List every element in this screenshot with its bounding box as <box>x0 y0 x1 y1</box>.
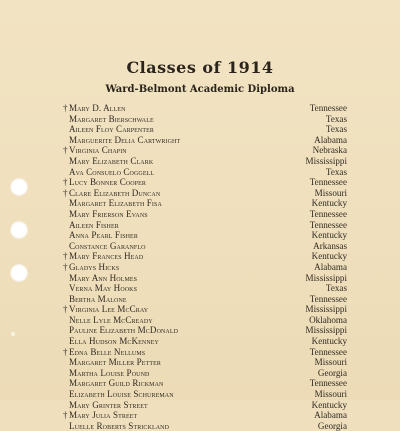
graduate-state: Kentucky <box>311 230 347 241</box>
graduate-state: Tennessee <box>309 346 347 357</box>
graduate-name: Elizabeth Louise Schureman <box>69 389 174 400</box>
paper-blemish <box>11 332 15 336</box>
graduate-name: Virginia Chapin <box>69 145 127 156</box>
graduate-row <box>63 304 347 315</box>
graduate-row <box>66 135 347 146</box>
graduate-name: Martha Louise Pound <box>69 367 150 378</box>
graduate-name: Aileen Floy Carpenter <box>69 124 154 135</box>
page-title: Classes of 1914 <box>126 58 274 77</box>
graduate-name: Ella Hudson McKenney <box>69 336 159 347</box>
dagger-mark: † <box>63 261 68 272</box>
graduate-state: Missouri <box>314 357 347 368</box>
punch-hole <box>10 178 28 196</box>
graduate-name: Bertha Malone <box>69 293 127 304</box>
page-subtitle: Ward-Belmont Academic Diploma <box>105 84 295 95</box>
graduate-state: Texas <box>325 113 347 124</box>
graduate-state: Missouri <box>314 187 347 198</box>
graduate-name: Mary Ann Holmes <box>69 272 138 283</box>
graduate-state: Mississippi <box>305 304 347 315</box>
graduate-state: Tennessee <box>309 219 347 230</box>
dagger-mark: † <box>63 177 68 188</box>
graduate-state: Tennessee <box>309 293 347 304</box>
graduate-name: Marguerite Delia Cartwright <box>69 134 181 145</box>
graduate-state: Tennessee <box>309 177 347 188</box>
graduate-row <box>66 368 347 379</box>
graduate-state: Alabama <box>314 134 347 145</box>
graduate-name: Mary Grinter Street <box>69 399 148 410</box>
graduate-state: Tennessee <box>309 103 347 113</box>
graduate-state: Texas <box>325 124 347 135</box>
dagger-mark: † <box>63 187 68 198</box>
graduate-row <box>66 294 347 305</box>
dagger-mark: † <box>63 145 68 156</box>
graduate-name: Mary Elizabeth Clark <box>69 155 154 166</box>
graduate-row <box>66 378 347 389</box>
dagger-mark: † <box>63 410 68 421</box>
punch-hole <box>10 221 28 239</box>
graduate-name: Luelle Roberts Strickland <box>69 420 170 431</box>
graduate-name: Clare Elizabeth Duncan <box>69 187 161 198</box>
graduate-row <box>66 325 347 336</box>
graduate-name: Margaret Miller Petter <box>69 357 161 368</box>
graduate-row <box>63 346 347 358</box>
dagger-mark: † <box>63 304 68 315</box>
graduate-state: Kentucky <box>311 251 347 262</box>
graduate-row <box>66 209 347 220</box>
graduate-name: Margaret Elizabeth Fisa <box>69 198 162 209</box>
graduate-name: Mary D. Allen <box>69 103 126 113</box>
graduate-state: Arkansas <box>313 240 347 251</box>
graduate-row <box>66 283 347 294</box>
graduate-row <box>66 230 347 241</box>
graduate-row <box>63 251 347 262</box>
graduate-name: Nelle Lyle McCready <box>69 314 153 325</box>
graduate-name: Anna Pearl Fisher <box>69 230 138 241</box>
graduate-name: Mary Frances Head <box>69 251 144 262</box>
graduate-state: Georgia <box>317 367 347 378</box>
graduate-row <box>66 389 347 400</box>
graduate-name: Mary Julia Street <box>69 410 138 421</box>
graduate-name: Constance Garanflo <box>69 240 146 251</box>
graduate-row <box>66 421 347 431</box>
graduate-row <box>66 124 347 135</box>
graduate-row <box>63 145 347 156</box>
graduate-row <box>63 177 347 188</box>
graduate-row <box>66 273 347 284</box>
graduate-name: Verna May Hooks <box>69 283 138 294</box>
graduate-state: Mississippi <box>305 272 347 283</box>
graduate-name: Virginia Lee McCray <box>69 304 149 315</box>
graduate-name: Mary Frierson Evans <box>69 208 148 219</box>
graduate-state: Alabama <box>314 261 347 272</box>
graduate-state: Tennessee <box>309 208 347 219</box>
graduate-row <box>66 400 347 411</box>
dagger-mark: † <box>63 346 68 357</box>
graduate-row <box>66 241 347 252</box>
graduate-name: Aileen Fisher <box>69 219 119 230</box>
graduate-row <box>66 167 347 178</box>
graduate-row <box>66 220 347 231</box>
graduate-row <box>66 336 347 347</box>
graduate-row <box>66 357 347 368</box>
graduate-state: Tennessee <box>309 378 347 389</box>
graduate-row <box>66 156 347 167</box>
graduate-state: Kentucky <box>311 399 347 410</box>
graduate-state: Kentucky <box>311 198 347 209</box>
graduate-state: Missouri <box>314 389 347 400</box>
graduate-name: Margaret Bierschwale <box>69 113 154 124</box>
graduate-state: Kentucky <box>311 336 347 347</box>
graduate-list <box>63 103 347 431</box>
punch-hole <box>10 264 28 282</box>
dagger-mark: † <box>63 251 68 262</box>
dagger-mark: † <box>63 103 68 113</box>
graduate-row <box>66 315 347 326</box>
graduate-state: Texas <box>325 283 347 294</box>
graduate-state: Alabama <box>314 410 347 421</box>
graduate-row <box>66 114 347 125</box>
graduate-name: Ava Consuelo Coggell <box>69 166 155 177</box>
graduate-row <box>63 261 347 273</box>
graduate-row <box>66 198 347 209</box>
graduate-name: Pauline Elizabeth McDonald <box>69 325 179 336</box>
graduate-state: Mississippi <box>305 325 347 336</box>
graduate-state: Oklahoma <box>309 314 347 325</box>
graduate-state: Texas <box>325 166 347 177</box>
graduate-state: Mississippi <box>305 155 347 166</box>
graduate-name: Edna Belle Nellums <box>69 346 146 357</box>
graduate-state: Georgia <box>317 420 347 431</box>
graduate-name: Gladys Hicks <box>69 261 120 272</box>
graduate-row <box>63 187 347 199</box>
graduate-name: Margaret Guild Rickman <box>69 378 164 389</box>
graduate-state: Nebraska <box>312 145 347 156</box>
graduate-name: Lucy Bonner Cooper <box>69 177 147 188</box>
graduate-row <box>63 410 347 421</box>
graduate-row <box>63 103 347 114</box>
